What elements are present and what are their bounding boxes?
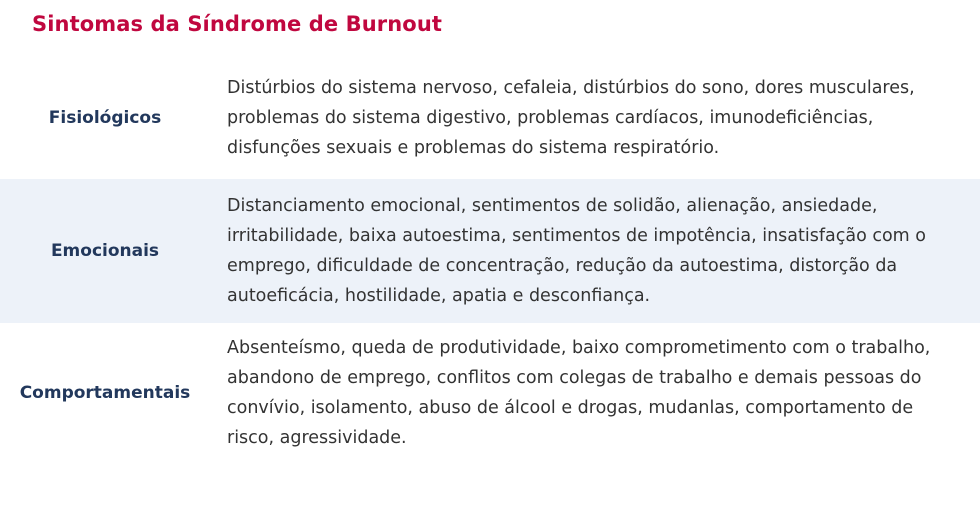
row-label: Comportamentais bbox=[19, 383, 191, 403]
table-row-emocionais bbox=[0, 179, 980, 323]
row-label: Emocionais bbox=[50, 241, 160, 261]
table-row-fisiologicos bbox=[0, 54, 980, 179]
symptoms-table bbox=[0, 54, 980, 473]
page-title: Sintomas da Síndrome de Burnout bbox=[32, 12, 443, 36]
row-description: Distanciamento emocional, sentimentos de solidão, alienação, ansiedade, irritabilidade, baixa autoestima, sentimentos de impotência, insatisfação com o emprego, dificuldade de concentração, redução da autoestima, distorção da autoeficácia, hostilidade, apatia e desconfiança. bbox=[227, 196, 926, 306]
row-description: Absenteísmo, queda de produtividade, baixo comprometimento com o trabalho, abandono de emprego, conflitos com colegas de trabalho e demais pessoas do convívio, isolamento, abuso de álcool e drogas, mudanlas, comportamento de risco, agressividade. bbox=[227, 338, 931, 448]
row-label: Fisiológicos bbox=[48, 107, 162, 128]
table-row-comportamentais bbox=[0, 323, 980, 473]
row-description: Distúrbios do sistema nervoso, cefaleia, distúrbios do sono, dores musculares, problemas do sistema digestivo, problemas cardíacos, imunodeficiências, disfunções sexuais e problemas do sistema respiratório. bbox=[227, 77, 915, 158]
